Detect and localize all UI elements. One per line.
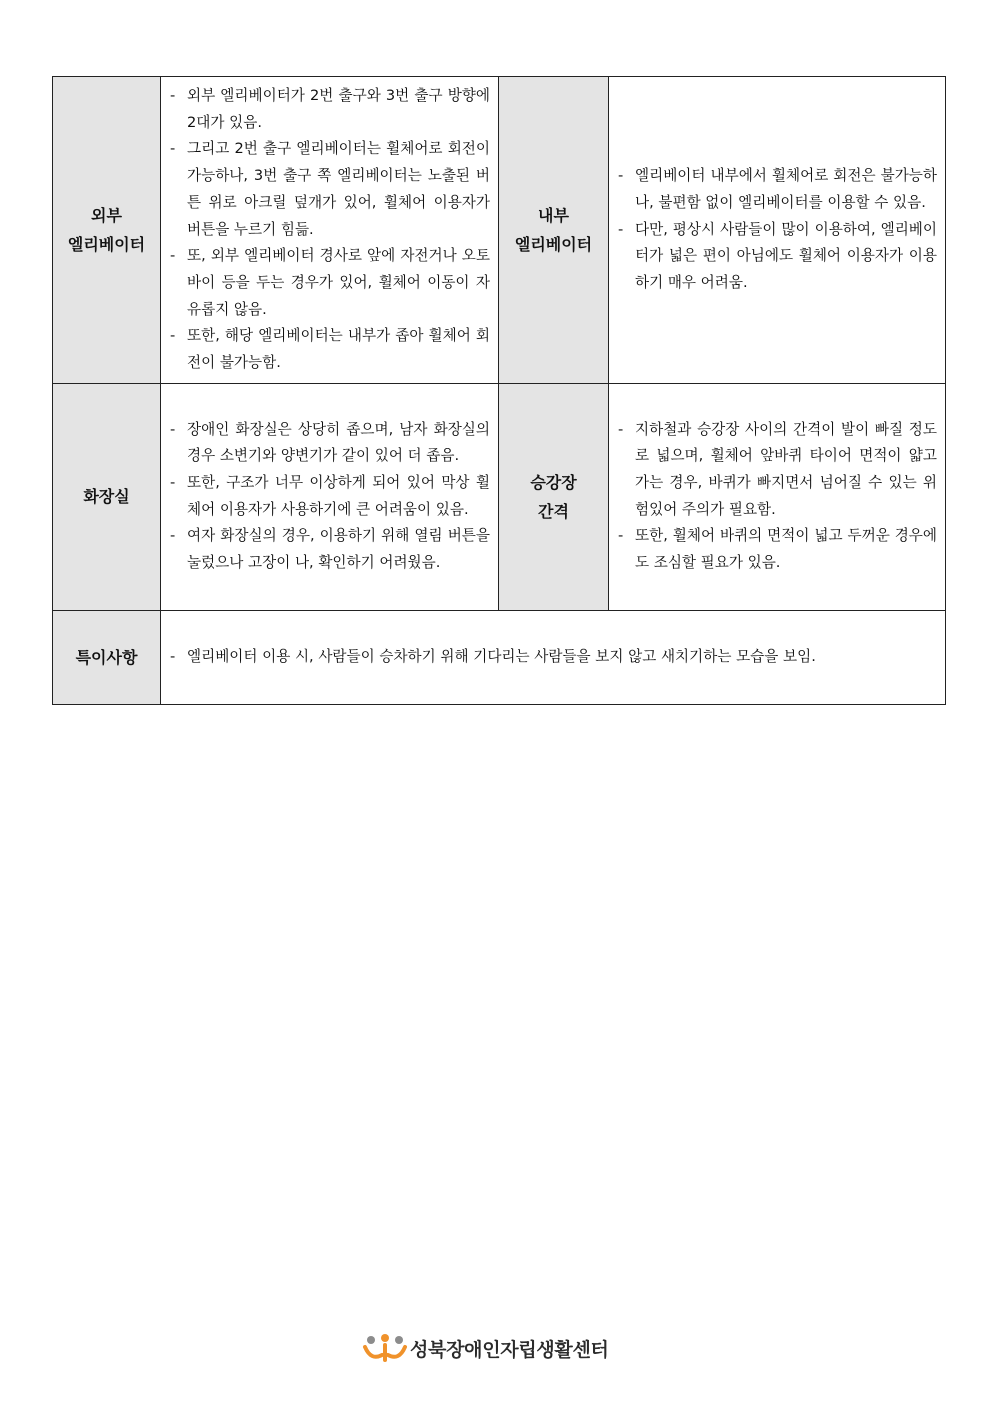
content-notes: [161, 610, 946, 704]
table-row: [53, 383, 946, 610]
org-name: 성북장애인자립생활센터: [410, 1338, 609, 1361]
list-item: - 또한, 해당 엘리베이터는 내부가 좁아 휠체어 회전이 불가능함.: [169, 323, 490, 376]
list-item: - 또한, 구조가 너무 이상하게 되어 있어 막상 휠체어 이용자가 사용하기에 큰 어려움이 있음.: [169, 470, 490, 523]
content-inner-elevator: [609, 77, 946, 384]
header-line: 엘리베이터: [514, 234, 593, 254]
header-line: 외부: [91, 205, 122, 225]
list-item: - 또, 외부 엘리베이터 경사로 앞에 자전거나 오토바이 등을 두는 경우가 있어, 휠체어 이동이 자유롭지 않음.: [169, 243, 490, 323]
table-row: [53, 610, 946, 704]
list-item: - 외부 엘리베이터가 2번 출구와 3번 출구 방향에 2대가 있음.: [169, 83, 490, 136]
header-platform-gap: [499, 383, 609, 610]
list-item: - 엘리베이터 이용 시, 사람들이 승차하기 위해 기다리는 사람들을 보지 않고 새치기하는 모습을 보임.: [169, 644, 937, 671]
header-line: 내부: [538, 205, 569, 225]
bullet-list: [617, 417, 937, 577]
table-row: [53, 77, 946, 384]
footer-logo: [362, 1333, 609, 1363]
header-line: 화장실: [83, 487, 130, 507]
list-item: - 다만, 평상시 사람들이 많이 이용하여, 엘리베이터가 넓은 편이 아님에도 휠체어 이용자가 이용하기 매우 어려움.: [617, 217, 937, 297]
content-platform-gap: [609, 383, 946, 610]
content-outer-elevator: [161, 77, 499, 384]
list-item: - 여자 화장실의 경우, 이용하기 위해 열림 버튼을 눌렀으나 고장이 나, 확인하기 어려웠음.: [169, 523, 490, 576]
list-item: - 엘리베이터 내부에서 휠체어로 회전은 불가능하나, 불편함 없이 엘리베이터를 이용할 수 있음.: [617, 163, 937, 216]
content-restroom: [161, 383, 499, 610]
bullet-list: [169, 83, 490, 377]
list-item: - 그리고 2번 출구 엘리베이터는 휠체어로 회전이 가능하나, 3번 출구 쪽 엘리베이터는 노출된 버튼 위로 아크릴 덮개가 있어, 휠체어 이용자가 버튼을 누르기 힘듦.: [169, 136, 490, 243]
header-outer-elevator: [53, 77, 161, 384]
list-item: - 장애인 화장실은 상당히 좁으며, 남자 화장실의 경우 소변기와 양변기가 같이 있어 더 좁음.: [169, 417, 490, 470]
header-restroom: [53, 383, 161, 610]
survey-table: [52, 76, 946, 705]
list-item: - 지하철과 승강장 사이의 간격이 발이 빠질 정도로 넓으며, 휠체어 앞바퀴 타이어 면적이 얇고 가는 경우, 바퀴가 빠지면서 넘어질 수 있는 위험있어 주의가 필요함.: [617, 417, 937, 524]
header-line: 엘리베이터: [67, 234, 146, 254]
list-item: - 또한, 휠체어 바퀴의 면적이 넓고 두꺼운 경우에도 조심할 필요가 있음.: [617, 523, 937, 576]
bullet-list: [617, 163, 937, 297]
header-notes: [53, 610, 161, 704]
header-line: 승강장: [530, 472, 577, 492]
bullet-list: [169, 417, 490, 577]
header-line: 특이사항: [75, 647, 138, 667]
header-line: 간격: [538, 501, 569, 521]
header-inner-elevator: [499, 77, 609, 384]
people-logo-icon: [362, 1333, 408, 1363]
bullet-list: [169, 644, 937, 671]
